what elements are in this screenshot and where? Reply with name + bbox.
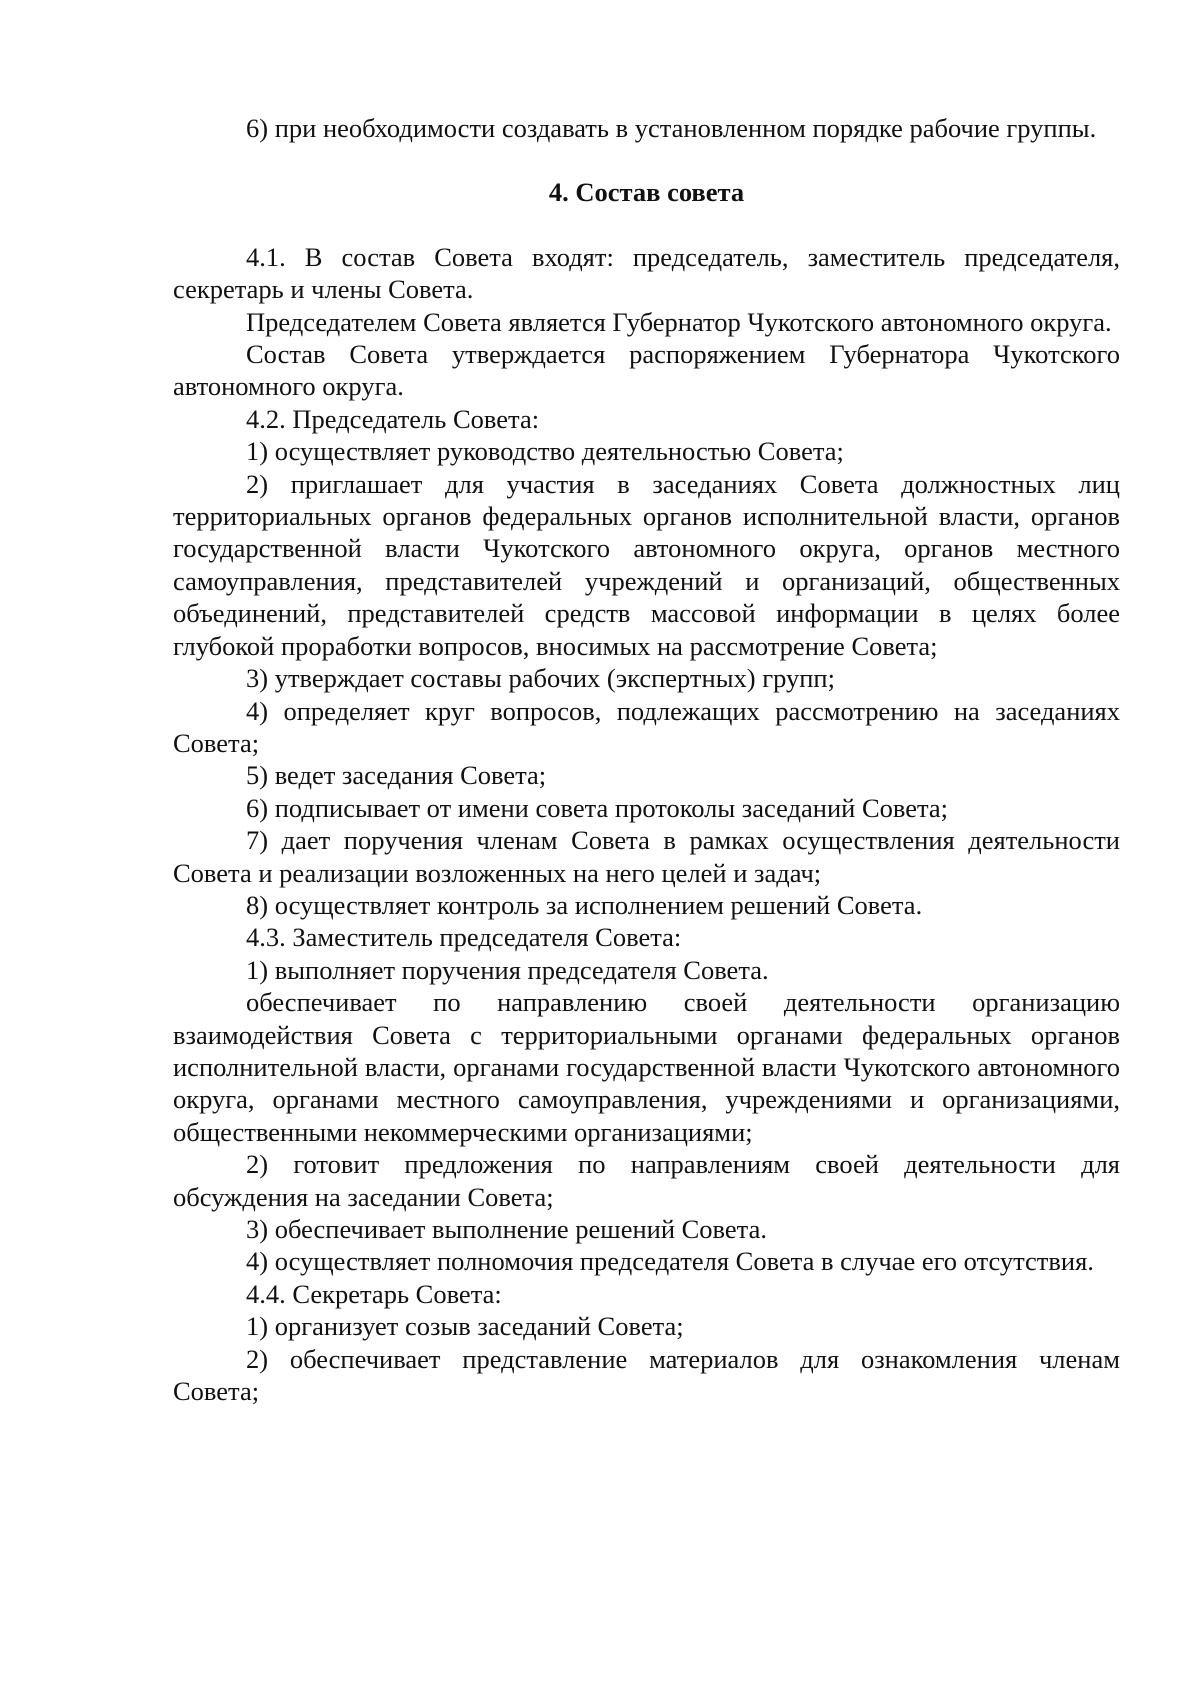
paragraph: 4) осуществляет полномочия председателя Совета в случае его отсутствия. xyxy=(246,1246,1094,1277)
paragraph: обеспечивает по направлению своей деятельности организацию взаимодействия Совета с территориальными органами федеральных органов исполнительной власти, органами государственной власти Чукотского автономного округа, органами местного самоуправления, учреждениями и организациями, общественными некоммерческими организациями; xyxy=(173,987,1120,1147)
paragraph: 1) выполняет поручения председателя Совета. xyxy=(246,954,769,985)
paragraph: 2) приглашает для участия в заседаниях Совета должностных лиц территориальных органов федеральных органов исполнительной власти, органов государственной власти Чукотского автономного округа, органов местного самоуправления, представителей учреждений и организаций, общественных объединений, представителей средств массовой информации в целях более глубокой проработки вопросов, вносимых на рассмотрение Совета; xyxy=(173,468,1120,661)
paragraph: 3) утверждает составы рабочих (экспертных) групп; xyxy=(246,663,835,694)
paragraph: 5) ведет заседания Совета; xyxy=(246,760,547,791)
document-page xyxy=(173,112,1120,1407)
paragraph: 4.1. В состав Совета входят: председатель, заместитель председателя, секретарь и члены Совета. xyxy=(173,241,1120,305)
paragraph: 1) осуществляет руководство деятельностью Совета; xyxy=(246,436,844,467)
paragraph: 3) обеспечивает выполнение решений Совета. xyxy=(246,1214,767,1244)
intro-paragraph: 6) при необходимости создавать в установленном порядке рабочие группы. xyxy=(246,113,1097,143)
paragraph: 4.4. Секретарь Совета: xyxy=(246,1278,502,1309)
paragraph: 2) обеспечивает представление материалов для ознакомления членам Совета; xyxy=(173,1343,1120,1407)
paragraph: 4.3. Заместитель председателя Совета: xyxy=(246,922,682,953)
paragraph: 4) определяет круг вопросов, подлежащих рассмотрению на заседаниях Совета; xyxy=(173,695,1120,758)
section-heading: 4. Состав совета xyxy=(548,177,745,208)
paragraph: 4.2. Председатель Совета: xyxy=(246,403,540,434)
paragraph: 2) готовит предложения по направлениям своей деятельности для обсуждения на заседании Совета; xyxy=(173,1149,1120,1212)
paragraph: 1) организует созыв заседаний Совета; xyxy=(246,1311,684,1342)
paragraph: Председателем Совета является Губернатор Чукотского автономного округа. xyxy=(246,306,1112,337)
paragraph: 7) дает поручения членам Совета в рамках осуществления деятельности Совета и реализации возложенных на него целей и задач; xyxy=(173,825,1120,888)
paragraph: 8) осуществляет контроль за исполнением решений Совета. xyxy=(246,889,923,920)
paragraph: Состав Совета утверждается распоряжением Губернатора Чукотского автономного округа. xyxy=(173,339,1120,402)
paragraph: 6) подписывает от имени совета протоколы заседаний Совета; xyxy=(246,792,949,823)
